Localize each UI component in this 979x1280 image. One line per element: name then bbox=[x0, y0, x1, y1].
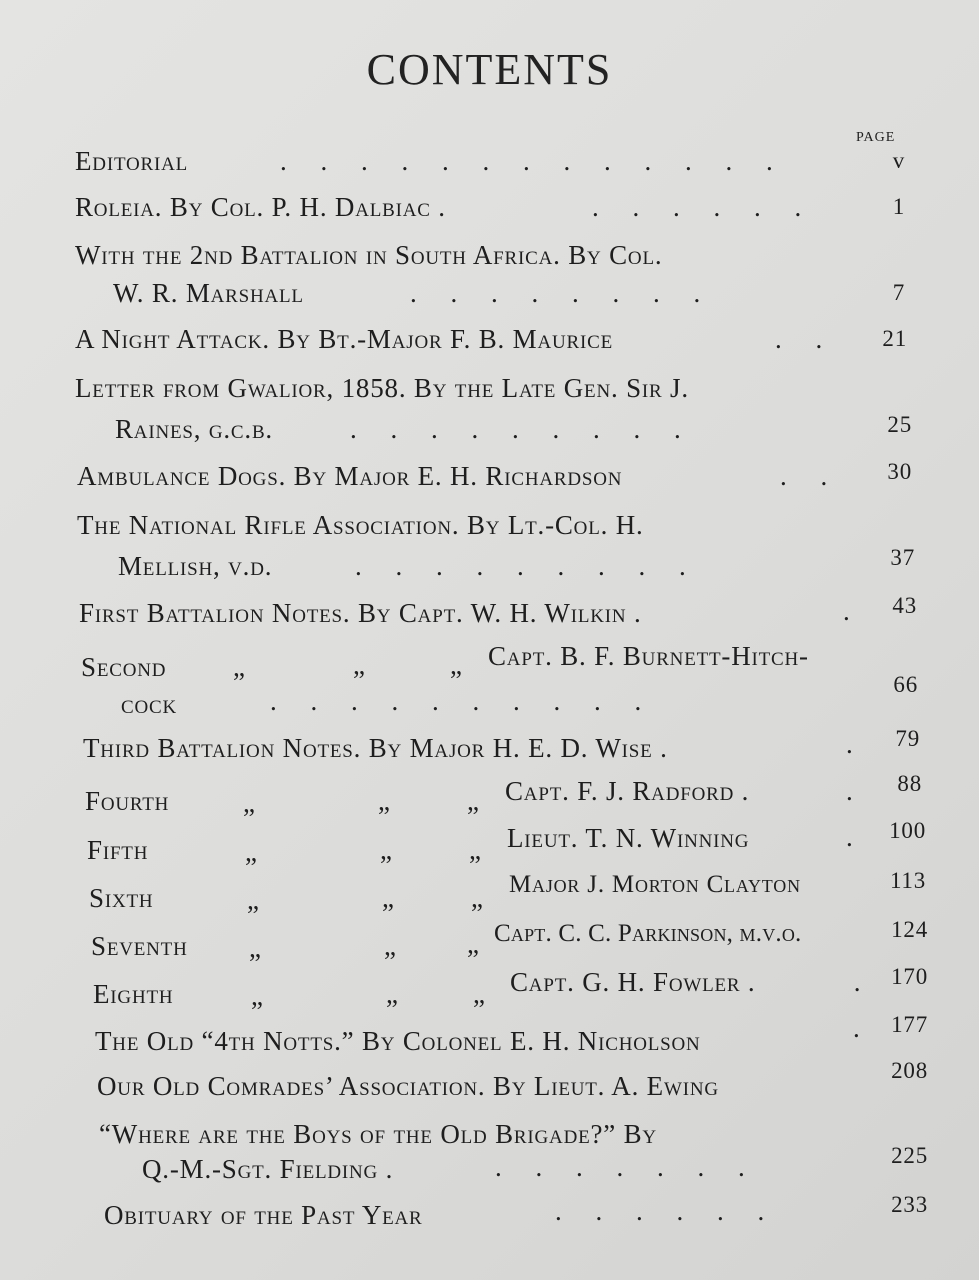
page-number: 177 bbox=[891, 1012, 928, 1037]
ditto-mark: „ bbox=[378, 786, 391, 816]
entry-title-battalion: Second bbox=[81, 652, 167, 682]
leader-dots: . bbox=[793, 967, 861, 997]
entry-title: First Battalion Notes. By Capt. W. H. Wilkin . bbox=[79, 598, 642, 628]
entry-title-line-1: The National Rifle Association. By Lt.-Col. H. bbox=[77, 510, 644, 540]
entry-title: Ambulance Dogs. By Major E. H. Richardson bbox=[77, 461, 623, 491]
page-title: CONTENTS bbox=[366, 45, 613, 94]
page-number: 233 bbox=[891, 1192, 928, 1217]
ditto-mark: „ bbox=[353, 650, 366, 680]
leader-dots: . . . . . . . . . bbox=[355, 551, 686, 581]
page-column-label: PAGE bbox=[856, 130, 896, 145]
ditto-mark: „ bbox=[450, 650, 463, 680]
entry-title-author: Capt. F. J. Radford . bbox=[505, 776, 750, 806]
page-number: 43 bbox=[892, 593, 917, 618]
entry-title-battalion: Fourth bbox=[85, 786, 170, 816]
entry-title-author: Capt. B. F. Burnett-Hitch- bbox=[488, 641, 809, 671]
entry-title: Third Battalion Notes. By Major H. E. D. Wise . bbox=[83, 733, 668, 763]
entry-title-author: Capt. G. H. Fowler . bbox=[510, 967, 756, 997]
leader-dots: . . . . . . . . . bbox=[350, 414, 681, 444]
ditto-mark: „ bbox=[469, 835, 482, 865]
page-number: 21 bbox=[882, 326, 907, 351]
ditto-mark: „ bbox=[380, 835, 393, 865]
ditto-mark: „ bbox=[249, 933, 262, 963]
ditto-mark: „ bbox=[467, 929, 480, 959]
ditto-mark: „ bbox=[245, 837, 258, 867]
page-number: 25 bbox=[887, 412, 912, 437]
leader-dots: . bbox=[846, 776, 853, 806]
page-number: 88 bbox=[897, 771, 922, 796]
ditto-mark: „ bbox=[382, 883, 395, 913]
ditto-mark: „ bbox=[386, 979, 399, 1009]
page-number: 124 bbox=[891, 917, 928, 942]
entry-title-author: Capt. C. C. Parkinson, m.v.o. bbox=[494, 920, 802, 947]
entry-title: Roleia. By Col. P. H. Dalbiac . bbox=[75, 192, 446, 222]
leader-dots: . . bbox=[775, 324, 823, 354]
page-number: 113 bbox=[889, 868, 926, 893]
leader-dots: . bbox=[846, 822, 853, 852]
page-number: 7 bbox=[892, 280, 905, 305]
entry-title: Editorial bbox=[75, 146, 189, 176]
page-number: 225 bbox=[891, 1143, 928, 1168]
entry-title: A Night Attack. By Bt.-Major F. B. Maurice bbox=[75, 324, 613, 354]
entry-title-battalion: Fifth bbox=[87, 835, 149, 865]
page-number: 30 bbox=[887, 459, 912, 484]
entry-title-battalion: Seventh bbox=[91, 931, 188, 961]
leader-dots: . . . . . . bbox=[592, 192, 802, 222]
entry-title-line-1: Letter from Gwalior, 1858. By the Late Gen. Sir J. bbox=[75, 373, 689, 403]
leader-dots: . . . . . . . . bbox=[410, 278, 701, 308]
page-number: 100 bbox=[889, 818, 926, 843]
page-number: 1 bbox=[892, 194, 905, 219]
entry-title: Our Old Comrades’ Association. By Lieut. A. Ewing bbox=[97, 1071, 719, 1101]
leader-dots: . . . . . . . . . . . . . bbox=[280, 146, 773, 176]
leader-dots: . . bbox=[780, 461, 828, 491]
ditto-mark: „ bbox=[251, 981, 264, 1011]
ditto-mark: „ bbox=[473, 979, 486, 1009]
entry-title-battalion: Eighth bbox=[93, 979, 174, 1009]
entry-title-line-3: cock bbox=[121, 689, 177, 719]
entry-title-line-1: “Where are the Boys of the Old Brigade?” By bbox=[99, 1119, 657, 1149]
entry-title-author: Major J. Morton Clayton bbox=[509, 871, 801, 898]
entry-title: Obituary of the Past Year bbox=[104, 1200, 423, 1230]
leader-dots: . bbox=[843, 596, 850, 626]
leader-dots: . . . . . . bbox=[555, 1196, 765, 1226]
page-number: 66 bbox=[893, 672, 918, 697]
leader-dots: . bbox=[846, 729, 853, 759]
entry-title-line-1: With the 2nd Battalion in South Africa. By Col. bbox=[75, 240, 663, 270]
entry-title: The Old “4th Notts.” By Colonel E. H. Nicholson bbox=[95, 1026, 701, 1056]
page-number: 79 bbox=[895, 726, 920, 751]
entry-title-author: Lieut. T. N. Winning bbox=[507, 823, 750, 853]
ditto-mark: „ bbox=[247, 885, 260, 915]
ditto-mark: „ bbox=[384, 931, 397, 961]
ditto-mark: „ bbox=[471, 883, 484, 913]
leader-dots: . . . . . . . . . . bbox=[270, 686, 642, 716]
ditto-mark: „ bbox=[233, 652, 246, 682]
leader-dots: . bbox=[853, 1013, 860, 1043]
entry-title-line-2: Mellish, v.d. bbox=[118, 551, 273, 581]
entry-title-battalion: Sixth bbox=[89, 883, 154, 913]
entry-title-line-2: Raines, g.c.b. bbox=[115, 414, 273, 444]
entry-title-line-2: Q.-M.-Sgt. Fielding . bbox=[142, 1154, 394, 1184]
page-number: 170 bbox=[891, 964, 928, 989]
ditto-mark: „ bbox=[467, 786, 480, 816]
page-number: v bbox=[892, 148, 905, 173]
page-number: 208 bbox=[891, 1058, 928, 1083]
leader-dots: . . . . . . . bbox=[495, 1152, 745, 1182]
page-number: 37 bbox=[890, 545, 915, 570]
entry-title-line-2: W. R. Marshall bbox=[113, 278, 304, 308]
ditto-mark: „ bbox=[243, 788, 256, 818]
